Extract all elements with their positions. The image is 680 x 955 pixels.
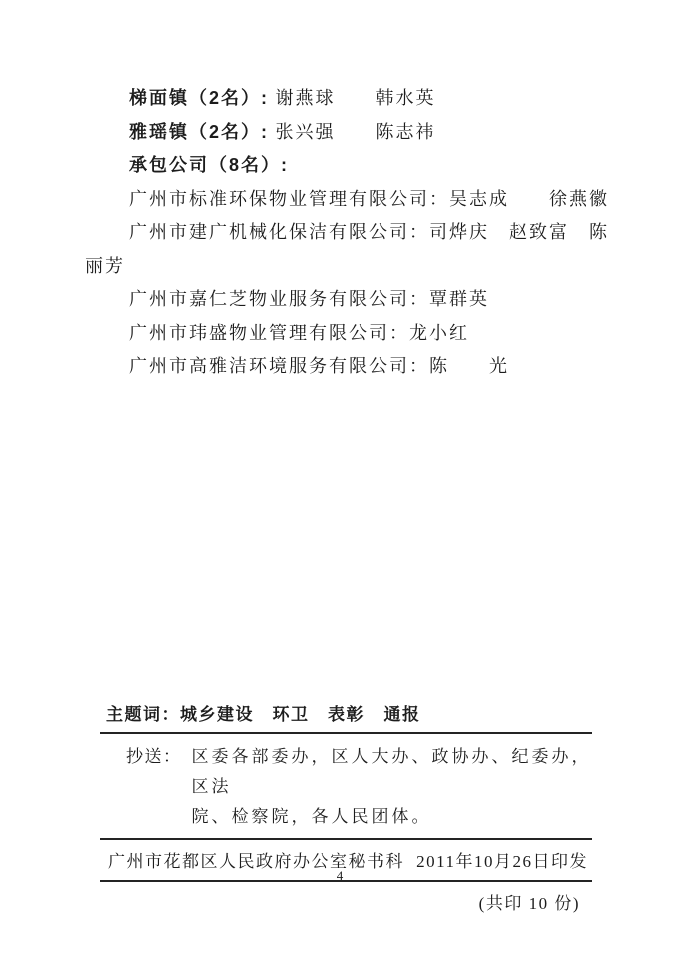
body-line-company-3 bbox=[85, 283, 645, 317]
body-line-contractors-heading bbox=[85, 149, 645, 183]
cc-label: 抄送： bbox=[126, 747, 182, 766]
issue-date: 2011年10月26日印发 bbox=[416, 852, 588, 871]
subject-row bbox=[100, 698, 592, 734]
body-line-company-2 bbox=[85, 216, 645, 250]
subject-label: 主题词： bbox=[106, 705, 180, 724]
line-text: 广州市高雅洁环境服务有限公司：陈 光 bbox=[129, 356, 509, 376]
subject-terms: 城乡建设 环卫 表彰 通报 bbox=[180, 705, 421, 724]
line-label: 雅瑶镇（2名）: bbox=[129, 121, 270, 142]
line-text: 丽芳 bbox=[85, 255, 125, 276]
copies-count: (共印 10 份) bbox=[478, 894, 580, 913]
line-text: 广州市标准环保物业管理有限公司：吴志成 徐燕徽 bbox=[129, 188, 609, 209]
body-line-company-2-wrap bbox=[85, 250, 645, 284]
cc-line-2: 院、检察院，各人民团体。 bbox=[191, 807, 432, 826]
body-line-company-4 bbox=[85, 317, 645, 351]
line-label: 承包公司（8名）: bbox=[129, 155, 290, 175]
document-body bbox=[85, 82, 645, 384]
body-line-company-5 bbox=[85, 350, 645, 384]
line-text: 广州市玮盛物业管理有限公司：龙小红 bbox=[129, 322, 469, 343]
body-line-yayao bbox=[85, 116, 645, 150]
line-text: 广州市建广机械化保洁有限公司：司烨庆 赵致富 陈 bbox=[129, 222, 609, 242]
line-text: 广州市嘉仁芝物业服务有限公司：覃群英 bbox=[129, 289, 489, 309]
line-label: 梯面镇（2名）: bbox=[129, 88, 270, 108]
line-names: 谢燕球 韩水英 bbox=[269, 88, 436, 108]
cc-text bbox=[192, 742, 593, 832]
cc-row bbox=[100, 734, 592, 840]
cc-line-1: 区委各部委办，区人大办、政协办、纪委办，区法 bbox=[191, 747, 592, 796]
line-names: 张兴强 陈志祎 bbox=[269, 121, 436, 142]
page-number: 4 bbox=[336, 868, 344, 883]
copies-row bbox=[100, 882, 592, 914]
issuer-name: 广州市花都区人民政府办公室秘书科 bbox=[108, 852, 404, 871]
body-line-timian bbox=[85, 82, 645, 116]
body-line-company-1 bbox=[85, 183, 645, 217]
